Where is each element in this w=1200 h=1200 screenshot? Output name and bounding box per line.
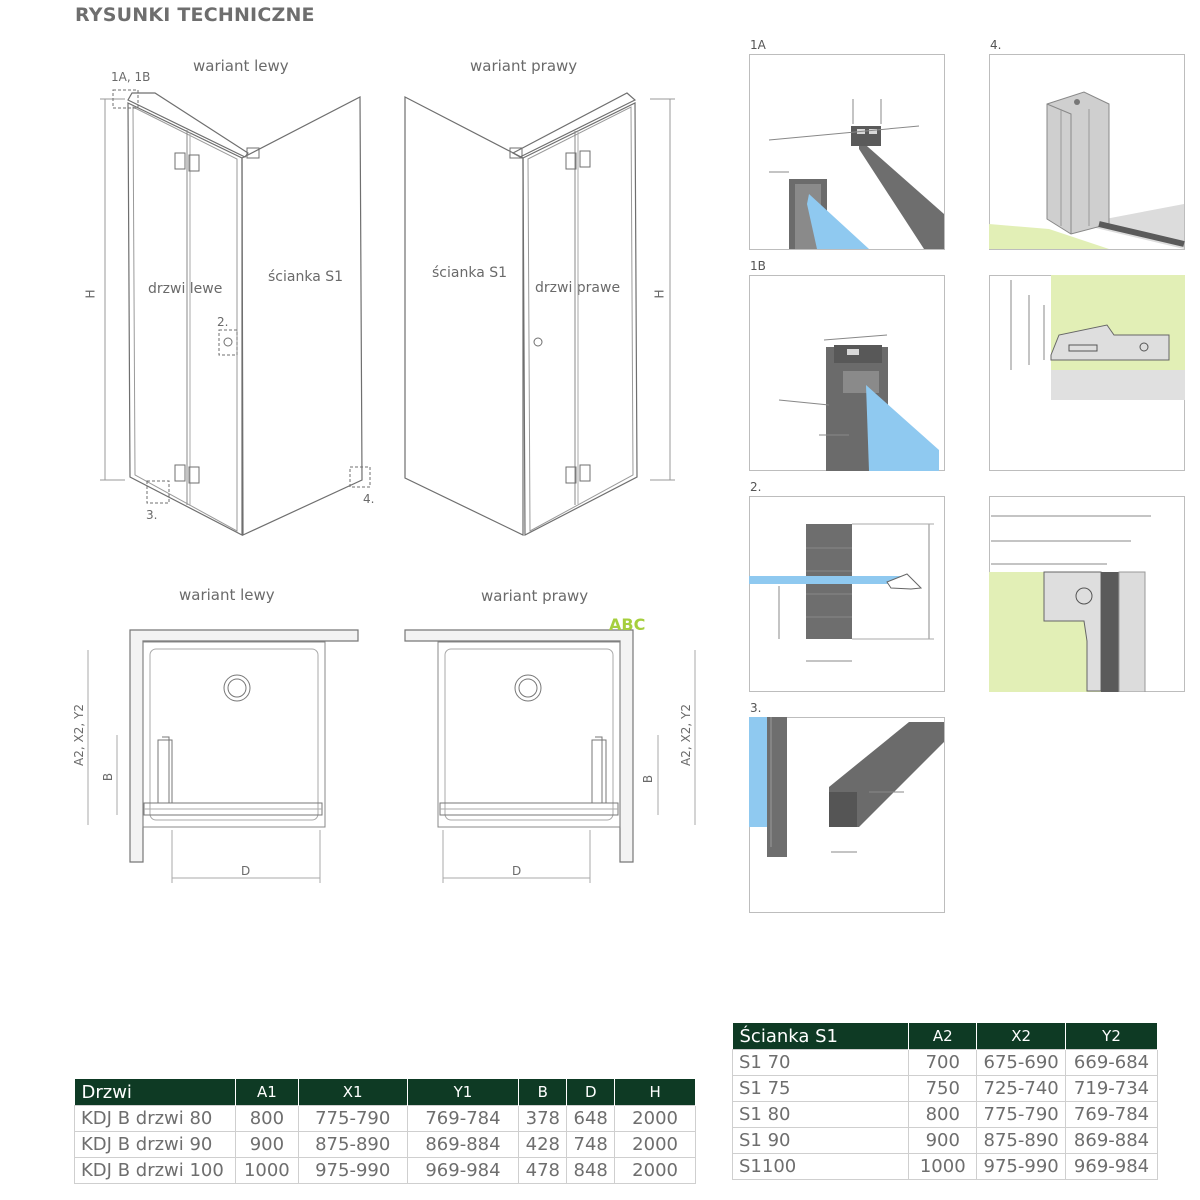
plan-left-drawing [80, 625, 370, 885]
table-cell: KDJ B drzwi 100 [75, 1158, 236, 1184]
table-row [75, 1132, 696, 1158]
plan-right-dim-d: D [512, 864, 522, 878]
table-scianka-header-cell: Y2 [1066, 1023, 1158, 1050]
table-cell: 900 [909, 1128, 977, 1154]
table-row [733, 1076, 1158, 1102]
door-left-label: drzwi lewe [148, 281, 223, 297]
table-cell: 875-890 [977, 1128, 1066, 1154]
detail-2-drawing [749, 496, 945, 692]
table-cell: KDJ B drzwi 90 [75, 1132, 236, 1158]
table-cell: 975-990 [298, 1158, 407, 1184]
table-cell: 1000 [235, 1158, 298, 1184]
table-cell: 1000 [909, 1154, 977, 1180]
table-drzwi-header-cell: A1 [235, 1079, 298, 1106]
table-cell: 775-790 [977, 1102, 1066, 1128]
detail-1a-label: 1A [750, 38, 766, 52]
table-scianka-header-cell: A2 [909, 1023, 977, 1050]
detail-1b-drawing [749, 275, 945, 471]
detail-2-label: 2. [750, 480, 762, 494]
table-cell: 969-984 [407, 1158, 519, 1184]
table-scianka-header-cell: Ścianka S1 [733, 1023, 909, 1050]
detail-3-label: 3. [750, 701, 762, 715]
table-drzwi-header [75, 1079, 696, 1106]
door-right-label: drzwi prawe [535, 280, 621, 296]
plan-right-drawing [400, 625, 710, 885]
table-scianka-header [733, 1023, 1158, 1050]
table-cell: S1 75 [733, 1076, 909, 1102]
table-drzwi [74, 1079, 696, 1184]
table-cell: 719-734 [1066, 1076, 1158, 1102]
table-cell: S1 70 [733, 1050, 909, 1076]
table-cell: 2000 [615, 1106, 696, 1132]
wall-s1-label-left: ścianka S1 [268, 269, 344, 285]
callout-3: 3. [146, 508, 158, 522]
table-cell: 800 [909, 1102, 977, 1128]
wall-s1-label-right: ścianka S1 [432, 265, 508, 281]
table-drzwi-header-cell: Drzwi [75, 1079, 236, 1106]
table-cell: 975-990 [977, 1154, 1066, 1180]
table-cell: S1100 [733, 1154, 909, 1180]
plan-right-dim-a: A2, X2, Y2 [678, 704, 693, 766]
callout-1a-1b: 1A, 1B [111, 70, 151, 84]
table-cell: 869-884 [1066, 1128, 1158, 1154]
table-row [75, 1158, 696, 1184]
table-row [733, 1050, 1158, 1076]
table-cell: 2000 [615, 1132, 696, 1158]
callout-2: 2. [217, 315, 229, 329]
table-cell: 875-890 [298, 1132, 407, 1158]
table-cell: 900 [235, 1132, 298, 1158]
table-drzwi-header-cell: H [615, 1079, 696, 1106]
table-cell: 748 [567, 1132, 615, 1158]
detail-a2-drawing [989, 275, 1185, 471]
table-cell: 800 [235, 1106, 298, 1132]
detail-1a-drawing [749, 54, 945, 250]
page-title: RYSUNKI TECHNICZNE [75, 4, 315, 26]
table-cell: S1 80 [733, 1102, 909, 1128]
table-scianka [732, 1023, 1158, 1180]
detail-a1-drawing [989, 496, 1185, 692]
table-row [733, 1154, 1158, 1180]
table-scianka-header-cell: X2 [977, 1023, 1066, 1050]
table-cell: 769-784 [407, 1106, 519, 1132]
dim-h-left: H [83, 289, 98, 299]
detail-4-drawing [989, 54, 1185, 250]
table-row [733, 1128, 1158, 1154]
plan-right-dim-b: B [641, 774, 656, 784]
elevation-right-title: wariant prawy [470, 57, 578, 75]
table-drzwi-header-cell: B [519, 1079, 567, 1106]
table-cell: 725-740 [977, 1076, 1066, 1102]
table-row [733, 1102, 1158, 1128]
detail-1b-label: 1B [750, 259, 766, 273]
detail-4-label: 4. [990, 38, 1002, 52]
table-cell: 675-690 [977, 1050, 1066, 1076]
table-cell: S1 90 [733, 1128, 909, 1154]
table-cell: 775-790 [298, 1106, 407, 1132]
table-cell: KDJ B drzwi 80 [75, 1106, 236, 1132]
table-drzwi-header-cell: Y1 [407, 1079, 519, 1106]
callout-4: 4. [363, 492, 375, 506]
detail-3-drawing [749, 717, 945, 913]
plan-left-dim-a: A2, X2, Y2 [71, 704, 86, 766]
table-cell: 478 [519, 1158, 567, 1184]
table-cell: 648 [567, 1106, 615, 1132]
table-cell: 2000 [615, 1158, 696, 1184]
table-cell: 700 [909, 1050, 977, 1076]
table-cell: 428 [519, 1132, 567, 1158]
table-cell: 769-784 [1066, 1102, 1158, 1128]
table-cell: 669-684 [1066, 1050, 1158, 1076]
table-row [75, 1106, 696, 1132]
table-cell: 750 [909, 1076, 977, 1102]
watermark-logo: ABC [609, 615, 646, 634]
elevation-left-title: wariant lewy [193, 57, 289, 75]
plan-left-dim-b: B [101, 772, 116, 782]
plan-right-title: wariant prawy [481, 587, 589, 605]
plan-left-title: wariant lewy [179, 586, 275, 604]
table-drzwi-header-cell: D [567, 1079, 615, 1106]
table-cell: 378 [519, 1106, 567, 1132]
table-cell: 848 [567, 1158, 615, 1184]
table-drzwi-header-cell: X1 [298, 1079, 407, 1106]
elevation-right-drawing [395, 85, 685, 545]
table-cell: 869-884 [407, 1132, 519, 1158]
plan-left-dim-d: D [241, 864, 251, 878]
elevation-left-drawing [95, 85, 385, 545]
table-cell: 969-984 [1066, 1154, 1158, 1180]
dim-h-right: H [652, 289, 667, 299]
